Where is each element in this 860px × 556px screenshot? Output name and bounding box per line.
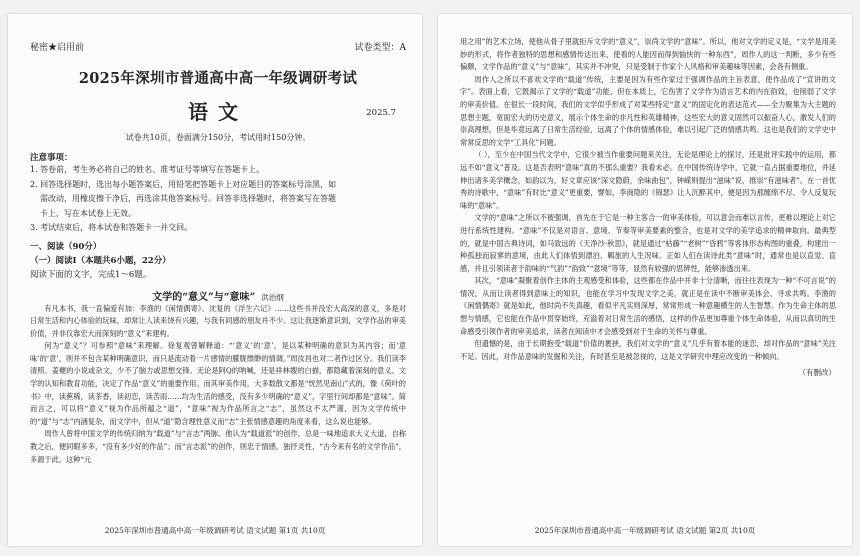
page-1-content [30,26,406,466]
article-title [30,288,406,303]
source-note: （有删改） [798,368,836,378]
note-item: 卡上，写在本试卷上无效。 [40,208,136,218]
header-row [30,40,406,53]
note-item: 需改动，用橡皮擦干净后，再选涂其他答案标号。回答非选择题时，将答案写在答题 [40,194,336,203]
article-paragraph: 有凡本书，我一直偏爱有加：李渔的《闲情偶寄》、沈复的《浮生六记》……这些书并没宏大高深的意义，多是对日常生活和内心体验的玩味，却常让人读来饶有兴趣，与我有同感的朋友并不少。这让我逐渐意识到，文学作品的审美价值，并非仅靠宏大而深刻的“意义”来建构。 [30,303,406,338]
exam-page-1 [8,14,422,546]
article-paragraph: 文学的“意味”之所以不被强调，首先在于它是一种主客合一的审美体验，可以意会而难以言传，更难以理论上对它进行系统性建构。“意味”不仅是对语言、意境、节奏等审美要素的整合，也是对文学的美学追求的精神取向。最典型的，就是中国古典诗词，如马致远的《天净沙·秋思》，就是通过“枯藤”“老树”“昏鸦”等客体形态构图的重叠，构建出一种孤独而寂寥的意境，由此人们体悟到漂泊、羁旅的人生况味。正如人们在读诗此类“意味”时，通常也是以直觉、直感，并且引领读者于韵味的“气韵”“韵致”“意境”等等，显然有较强的思辨性，能够渗透出来。 [460,213,836,273]
article-paragraph: 用之用”的艺术立场，使他从骨子里就拒斥文学的“意义”，崇尚文学的“意味”。所以，他对文学的定义是，“文学是用美妙的形式，将作者独特的思想和感情传达出来，使看的人能因而得到愉快的一种东西”，周作人的这一判断，多少有些偏颇，文学作品的“意义”与“意味”，其实并不冲突，只是受制于作家个人风格和审美趣味等因素，会各有侧重。 [460,37,836,72]
article-paragraph: 周作人曾将中国文学的传统归纳为“载道”与“言志”两脉。他认为“载道派”的创作，总是一味地追求大义大道，自称教之后，便同眼多多，“没有多少好的作品”；而“言志派”的创作，则忠于情感，独抒灵性，“古今来有名的文学作品”，多源于此。这种“元 [30,429,406,464]
page-footer: 2025年深圳市普通高中高一年级调研考试 语文试题 第1页 共10页 [104,526,326,535]
subject-title: 语文 [188,100,248,124]
notes-label: 注意事项： [30,153,73,163]
note-item: 1. 答卷前，考生务必将自己的姓名、准考证号等填写在答题卡上。 [30,165,265,174]
exam-date: 2025.7 [366,108,396,118]
section-subheading: （一）阅读Ⅰ（本题共6小题，22分） [30,255,171,266]
secret-mark: 秘密★启用前 [30,43,85,53]
page-2-content [460,36,836,378]
note-item: 3. 考试结束后，将本试卷和答题卡一并交回。 [30,223,193,232]
exam-intro: 试卷共10页，卷面满分150分，考试用时150分钟。 [125,133,311,142]
article-paragraph: 何为“意义”？可参照“意味”来理解。徐复观曾解释道：“‘意义’的‘意’，是以某种明确的意识为其内容；而‘意味’的‘意’，则并不包含某种明确意识，而只是流动着一片感情的朦胧缥缈的情调。”周汝昌也对二者作过区分。我们读李清照、姜夔的小说或杂文，少不了脑力或思想交锋。无论是阿Q的呐喊，还是祥林嫂的白描，都隐藏着深刻的意义。文学的认知和教育功能，决定了作品“意义”的重要作用。而其审美作用，大多数散文都是“恍然见南山”式的，像《荷叶的书》中，读蕉稀，读茶香，读初恋，读苦雨……均为生活的感受，没有多少明确的“意义”，字里行间却都是“意味”。简而言之，可以将“意义”视为作品所蕴之“道”，“意味”视为作品所言之“志”，虽然这不太严谨，因为文学传统中的“道”与“志”内涵复杂，而文学中，但从“道”隐含理性意义而“志”主张情感意趣的角度来看，这么说也能够。 [30,341,406,426]
exam-page-2 [438,14,852,546]
article-paragraph: 其次，“意味”凝聚着创作主体的主观感受和体验，这些都在作品中并非十分清晰，而往往表现为一种“不可言说”的情况，从而让读者得到意味上的知识，也能在学习中发现文学之美，就正是在读中不断审美体会、寻求共鸣。李渔的《闲情偶寄》就是如此，他时尚不失真趣，看似平凡实则深厚，常常形成一种意趣横生的人生智慧。作为生命主体的思想与情感，它也能在作品中贯穿始终，充溢着对日常生活的感悟，这样的作品更加尊重个体生命体验，从而以真切的生命感受引领作者的审美追求，读者在阅读中才会感受到对于生命的关怀与尊重。 [460,276,836,336]
notes-list [30,163,406,236]
article-author: 洪治纲 [261,292,284,302]
article-paragraph: （ ），至少在中国当代文学中，它很少被当作重要问题来关注，无论是理论上的探讨，还是批评实践中的运用，都远不如“意义”普及。这是否表明“意味”真的不那么重要？我看未必。在中国传统诗学中，它就一直占据重要地位，并延伸出诸多美学概念，如韵以为，好文章应该“深文隐蔚，余味曲包”，钟嵘则提出“滋味”说，推崇“有滋味者”。在一首优秀的诗歌中，“意味”有时比“意义”更重要，譬如，李商隐的《锦瑟》让人沉醉其中，便是因为那缠绵不尽、令人反复玩味的“意味”。 [460,150,836,210]
page-footer: 2025年深圳市普通高中高一年级调研考试 语文试题 第2页 共10页 [534,526,756,535]
paper-type: 试卷类型：A [354,43,406,53]
article-paragraph: 但遗憾的是，由于长期抱受“载道”价值的裹挟，我们对文学的“意义”几乎有着本能的迷恋，却对作品的“意味”关注不足。因此，对作品意味的发掘和关注，有时甚至是被忽视的，这是文学研究中理应改变的一种倾向。 [460,339,836,361]
subject-row [30,96,406,126]
article-title-text: 文学的“意义”与“意味” [152,291,256,303]
exam-title: 2025年深圳市普通高中高一年级调研考试 [78,70,358,87]
note-item: 2. 回答选择题时，选出每小题答案后，用铅笔把答题卡上对应题目的答案标号涂黑，如 [30,179,337,189]
article-paragraph: 周作人之所以不喜欢文学的“载道”传统，主要是因为有些作家过于强调作品的主旨表意，使作品成了“宣讲的文字”。表面上看，它既揭示了文学的“载道”功能，但在本质上，它伤害了文学作为语言艺术的内在韵致，也削弱了文学的审美价值。在很长一段时间，我们的文学似乎形成了对某些特定“意义”的固定化的表达范式——全力聚集为大主题的思想主题，宽面宏大的历史意义，展示个体生命的非凡性和英雄精神，这些宏大的意义固然可以振奋人心，激发人们的崇高理想，但是毕竟远离了日常生活经验，远离了个体的情感体验，难以引起广泛的情感共鸣。这也是我们的文学史中常常反思的文学“工具化”问题。 [460,74,836,147]
section-instruction: 阅读下面的文字，完成1～6题。 [30,269,152,280]
section-heading: 一、阅读（90分） [30,241,102,252]
